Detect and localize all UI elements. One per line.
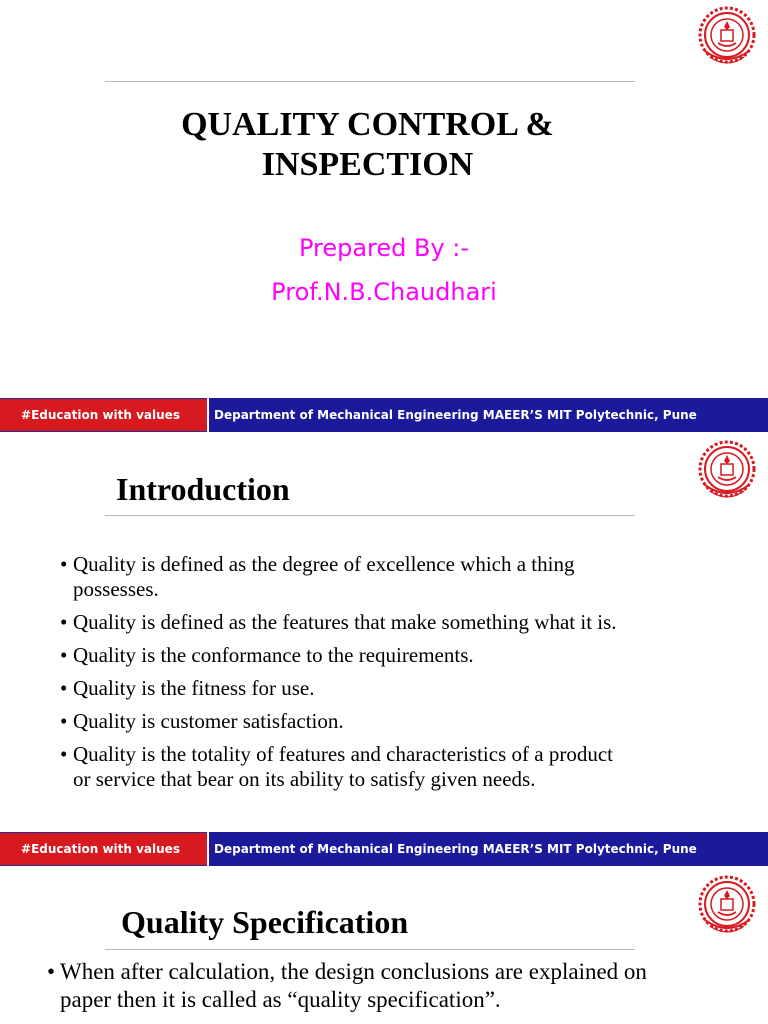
introduction-slide — [0, 433, 768, 833]
quality-specification-slide — [0, 866, 768, 1024]
slide-footer — [0, 398, 768, 432]
footer-department: Department of Mechanical Engineering MAEER’S MIT Polytechnic, Pune — [209, 832, 768, 866]
institute-logo-icon — [696, 872, 758, 942]
heading-rule — [105, 515, 635, 516]
slide-heading: Introduction — [116, 471, 290, 507]
slide-heading: Quality Specification — [121, 904, 409, 940]
institute-logo-icon — [696, 3, 758, 73]
institute-logo-icon — [696, 437, 758, 507]
slide-footer — [0, 832, 768, 866]
footer-tagline: #Education with values — [0, 832, 207, 866]
title-slide — [0, 0, 768, 422]
list-item: • Quality is customer satisfaction. — [60, 709, 344, 733]
title-rule — [105, 81, 635, 82]
footer-department: Department of Mechanical Engineering MAEER’S MIT Polytechnic, Pune — [209, 398, 768, 432]
list-item: • When after calculation, the design conclusions are explained on paper then it is called as “quality specification”. — [47, 959, 647, 1012]
list-item: • Quality is defined as the degree of excellence which a thing possesses. — [60, 552, 575, 601]
list-item: • Quality is the totality of features and characteristics of a product or service that bear on its ability to satisfy given needs. — [60, 742, 613, 791]
bullet-list — [60, 552, 750, 792]
slide-title-line1: QUALITY CONTROL & — [181, 106, 554, 143]
heading-rule — [105, 949, 635, 950]
bullet-list — [47, 958, 759, 1014]
prepared-by-label: Prepared By :- — [298, 234, 470, 262]
list-item: • Quality is the fitness for use. — [60, 676, 315, 700]
slide-title-line2: INSPECTION — [261, 146, 474, 183]
list-item: • Quality is the conformance to the requirements. — [60, 643, 474, 667]
list-item: • Quality is defined as the features that make something what it is. — [60, 610, 617, 634]
author-name: Prof.N.B.Chaudhari — [271, 278, 497, 306]
footer-tagline: #Education with values — [0, 398, 207, 432]
